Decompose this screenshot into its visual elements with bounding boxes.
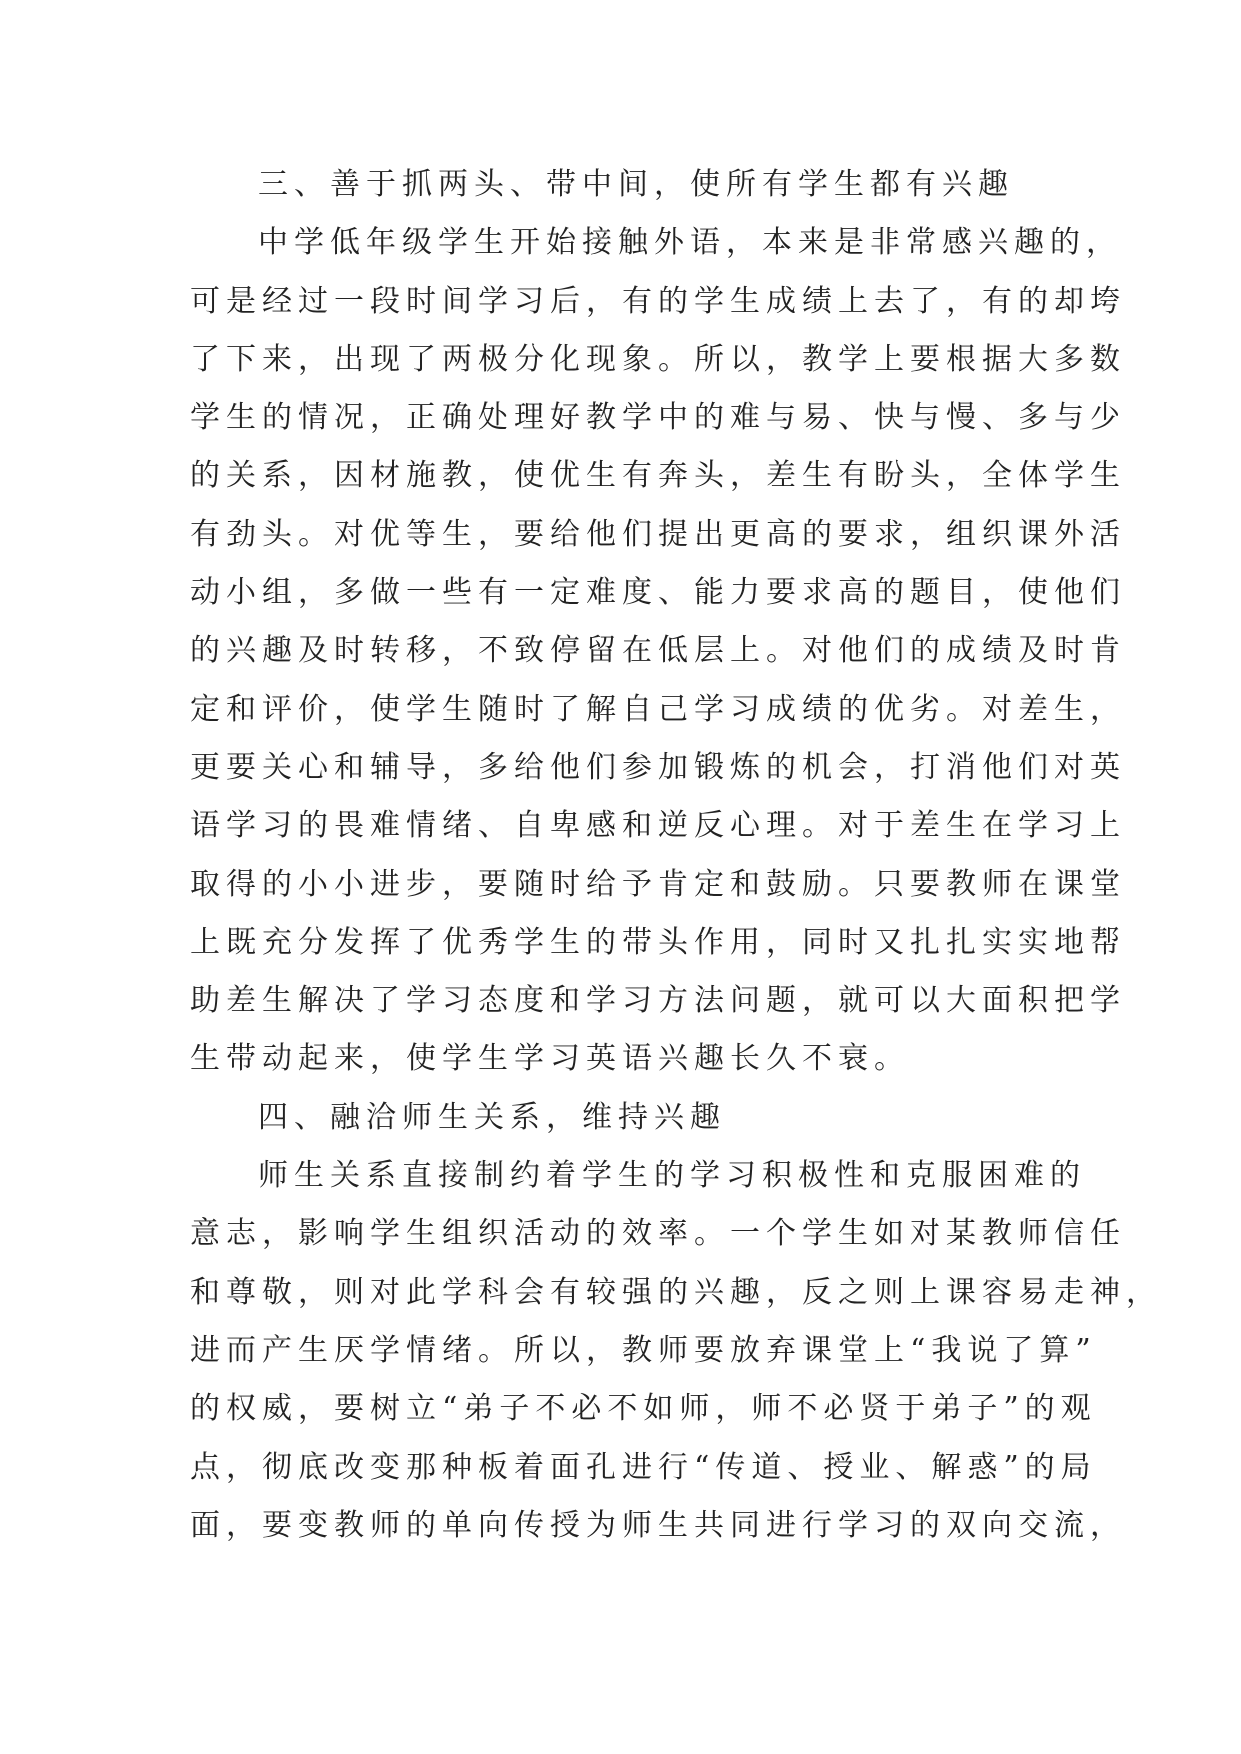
paragraph-line: 助差生解决了学习态度和学习方法问题，就可以大面积把学: [190, 983, 1126, 1019]
paragraph-line: 师生关系直接制约着学生的学习积极性和克服困难的: [258, 1158, 1086, 1194]
paragraph-line: 取得的小小进步，要随时给予肯定和鼓励。只要教师在课堂: [190, 866, 1126, 902]
paragraph-line: 有劲头。对优等生，要给他们提出更高的要求，组织课外活: [190, 516, 1126, 552]
paragraph-line: 面，要变教师的单向传授为师生共同进行学习的双向交流，: [190, 1507, 1126, 1543]
section-heading-4: 四、融洽师生关系，维持兴趣: [258, 1099, 726, 1135]
paragraph-line: 更要关心和辅导，多给他们参加锻炼的机会，打消他们对英: [190, 749, 1126, 785]
paragraph-line: 语学习的畏难情绪、自卑感和逆反心理。对于差生在学习上: [190, 808, 1126, 844]
paragraph-line: 了下来，出现了两极分化现象。所以，教学上要根据大多数: [190, 341, 1126, 377]
paragraph-line: 意志，影响学生组织活动的效率。一个学生如对某教师信任: [190, 1216, 1126, 1252]
paragraph-line: 中学低年级学生开始接触外语，本来是非常感兴趣的，: [258, 225, 1122, 261]
paragraph-line: 生带动起来，使学生学习英语兴趣长久不衰。: [190, 1041, 910, 1077]
document-body: [190, 156, 1162, 1555]
paragraph-line: 的兴趣及时转移，不致停留在低层上。对他们的成绩及时肯: [190, 633, 1126, 669]
paragraph-line: 上既充分发挥了优秀学生的带头作用，同时又扎扎实实地帮: [190, 924, 1126, 960]
paragraph-line: 进而产生厌学情绪。所以，教师要放弃课堂上“我说了算”: [190, 1332, 1097, 1368]
paragraph-line: 动小组，多做一些有一定难度、能力要求高的题目，使他们: [190, 575, 1126, 611]
paragraph-line: 的关系，因材施教，使优生有奔头，差生有盼头，全体学生: [190, 458, 1126, 494]
paragraph-line: 和尊敬，则对此学科会有较强的兴趣，反之则上课容易走神，: [190, 1274, 1162, 1310]
paragraph-line: 定和评价，使学生随时了解自己学习成绩的优劣。对差生，: [190, 691, 1126, 727]
paragraph-line: 学生的情况，正确处理好教学中的难与易、快与慢、多与少: [190, 400, 1126, 436]
section-heading-3: 三、善于抓两头、带中间，使所有学生都有兴趣: [258, 167, 1014, 202]
paragraph-line: 点，彻底改变那种板着面孔进行“传道、授业、解惑”的局: [190, 1449, 1097, 1485]
paragraph-line: 可是经过一段时间学习后，有的学生成绩上去了，有的却垮: [190, 283, 1126, 319]
paragraph-line: 的权威，要树立“弟子不必不如师，师不必贤于弟子”的观: [190, 1391, 1097, 1427]
